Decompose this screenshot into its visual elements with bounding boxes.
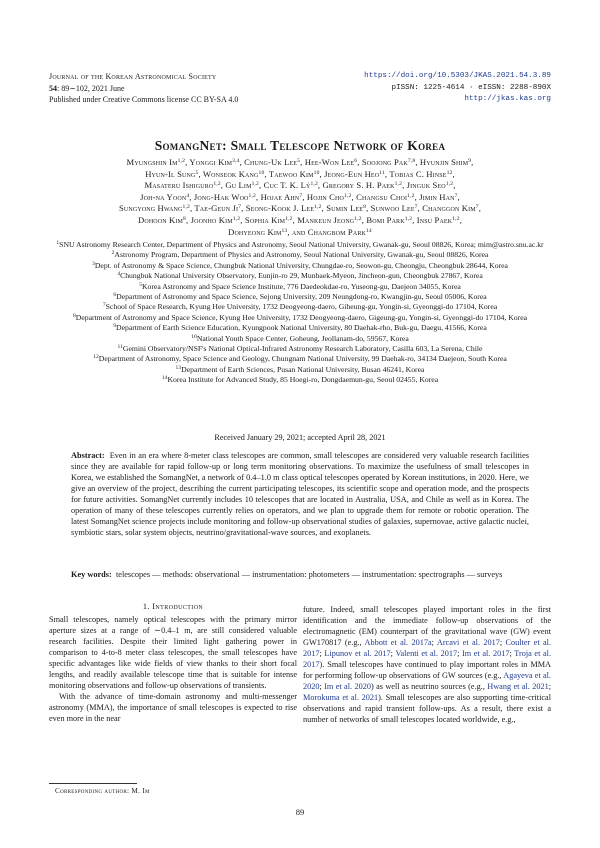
- abstract-text: Even in an era where 8-meter class telescopes are common, small telescopes are considered very valuable research facilities since they are available for rapid follow-up or long term monitoring observations. To maximize the usefulness of small telescopes in Korea, we established the SomangNet, a network of 0.4–1.0 m class optical telescopes operated by Korean institutions, in 2020. Here, we give an overview of the project, describing the current participating telescopes, its scientific scope and operation mode, and the prospects for future activities. SomangNet currently includes 10 telescopes that are located in Australia, USA, and Chile as well as in Korea. The operation of many of these telescopes currently relies on operators, and we plan to upgrade them for remote or robotic operation. The latest SomangNet science projects include monitoring and follow-up observational studies of galaxies, supernovae, active galactic nuclei, symbiotic stars, solar system objects, neutrino/gravitational-wave sources, and exoplanets.: [71, 451, 529, 537]
- right-column-paragraph: [303, 604, 551, 726]
- citation-separator: ;: [319, 682, 325, 692]
- affiliation-item: $^{11}$Gemini Observatory/NSF's National Optical-Infrared Astronomy Research Laboratory, Casilla 603, La Serena, Chile: [117, 344, 483, 354]
- author-line: Joh-na Yoon$^4$, Jong-Hak Woo$^{1,2}$, Hojae Ahn$^7$, Hojin Cho$^{1,2}$, Changsu Choi$^{1,2}$, Jimin Han$^7$,: [140, 191, 460, 202]
- intro-paragraph-2: With the advance of time-domain astronomy and multi-messenger astronomy (MMA), the importance of small telescopes is expected to rise even more in the near: [49, 692, 297, 724]
- page-number: 89: [295, 807, 305, 817]
- citation-link[interactable]: Coulter et al. 2017: [303, 638, 551, 659]
- author-line: Sungyong Hwang$^{1,2}$, Tae-Geun Ji$^7$, Seong-Kook J. Lee$^{1,2}$, Sumin Lee$^8$, Sunwoo Lee$^7$, Changgon Kim$^7$,: [118, 203, 482, 214]
- keywords: [71, 569, 529, 580]
- affiliation-item: $^1$SNU Astronomy Research Center, Department of Physics and Astronomy, Seoul National University, Gwanak-gu, Seoul 08826, Korea; mim@astro.snu.ac.kr: [56, 240, 544, 249]
- right-column: [303, 604, 551, 726]
- keywords-label: Key words:: [71, 570, 112, 579]
- citation-link[interactable]: Im et al. 2020: [324, 682, 371, 692]
- abstract: [71, 450, 529, 538]
- author-list: [64, 157, 536, 238]
- issn-line: pISSN: 1225-4614 · eISSN: 2288-890X: [391, 83, 551, 92]
- affiliation-item: $^2$Astronomy Program, Department of Physics and Astronomy, Seoul National University, Gwanak-gu, Seoul 08826, Korea: [111, 250, 489, 260]
- citation-separator: ;: [548, 682, 551, 692]
- citation-link[interactable]: Agayeva et al. 2020: [303, 671, 551, 692]
- affiliation-item: $^7$School of Space Research, Kyung Hee University, 1732 Deogyeong-daero, Giheung-gu, Yongin-si, Gyeonggi-do 17104, Korea: [102, 302, 498, 312]
- citation-separator: ;: [319, 649, 325, 659]
- section-heading-introduction: 1. Introduction: [142, 602, 204, 611]
- volume-number: 54: [49, 83, 57, 93]
- left-column: [49, 601, 297, 725]
- right-text-2: ). Small telescopes have continued to play important roles in MMA for performing follow-up observations of GW sources (e.g.,: [303, 660, 551, 681]
- affiliation-item: $^4$Chungbuk National University Observatory, Eunjin-ro 29, Munbaek-Myeon, Jincheon-gun, Cheongbuk 27867, Korea: [117, 271, 483, 281]
- author-line: Dohoon Kim$^8$, Joonho Kim$^{1,2}$, Sophia Kim$^{1,2}$, Mankeun Jeong$^{1,2}$, Bomi Park$^{1,2}$, Insu Paek$^{1,2}$,: [137, 214, 462, 225]
- affiliation-item: $^6$Department of Astronomy and Space Science, Sejong University, 209 Neungdong-ro, Kwangjin-gu, Seoul 05006, Korea: [113, 292, 487, 302]
- header-journal-info: [49, 71, 238, 106]
- citation-link[interactable]: Arcavi et al. 2017: [436, 638, 500, 648]
- citation-separator: ;: [431, 638, 437, 648]
- journal-site-link[interactable]: http://jkas.kas.org: [464, 95, 551, 103]
- citation-separator: ;: [390, 649, 396, 659]
- affiliation-item: $^5$Korea Astronomy and Space Science Institute, 776 Daedeokdae-ro, Yuseong-gu, Daejeon 34055, Korea: [139, 281, 461, 291]
- doi-link[interactable]: https://doi.org/10.5303/JKAS.2021.54.3.89: [364, 72, 551, 80]
- page-range: : 89∼102, 2021 June: [57, 83, 125, 93]
- paper-title: SomangNet: Small Telescope Network of Korea: [154, 138, 446, 153]
- citation-separator: ;: [499, 638, 506, 648]
- author-line: Dohyeong Kim$^{13}$, and Changbom Park$^{14}$: [228, 226, 372, 237]
- right-text-3: ) as well as neutrino sources (e.g.,: [370, 682, 488, 692]
- citation-link[interactable]: Morokuma et al. 2021: [303, 693, 379, 703]
- intro-paragraph-1: Small telescopes, namely optical telescopes with the primary mirror aperture sizes at a range of ∼0.4–1 m, are still considered valuable research facilities. Despite their limited light gathering power in comparison to 4-to-8 meter class telescopes, the small telescopes have specific advantages like wide fields of view thanks to their short focal lengths, and readily available telescope time that is suitable for intense monitoring observations and follow-up observations of transients.: [49, 615, 297, 691]
- affiliation-list: [54, 240, 546, 386]
- affiliation-item: $^{13}$Department of Earth Sciences, Pusan National University, Busan 46241, Korea: [175, 364, 425, 374]
- affiliation-item: $^{10}$National Youth Space Center, Goheung, Jeollanam-do, 59567, Korea: [191, 333, 409, 343]
- citation-link[interactable]: Valenti et al. 2017: [395, 649, 458, 659]
- author-line: Masateru Ishiguro$^{1,2}$, Gu Lim$^{1,2}$, Cuc T. K. Lý$^{1,2}$, Gregory S. H. Paek$^{1,2}$, Jinguk Seo$^{1,2}$,: [144, 180, 456, 191]
- volume-line: [49, 83, 238, 95]
- citation-separator: ;: [457, 649, 463, 659]
- citation-separator: ;: [509, 649, 515, 659]
- right-text-4: ). Small telescopes are also supporting time-critical observations and rapid transient follow-ups. As a result, there exist a number of networks of small telescopes located worldwide, e.g.,: [303, 693, 551, 725]
- right-text-1: future. Indeed, small telescopes played important roles in the first identification and the immediate follow-up observations of the electromagnetic (EM) counterpart of the gravitational wave (GW) event GW170817 (e.g.,: [303, 605, 551, 648]
- citation-link[interactable]: Lipunov et al. 2017: [324, 649, 391, 659]
- corresponding-author-note: Corresponding author: M. Im: [55, 787, 150, 795]
- affiliation-item: $^9$Department of Earth Science Education, Kyungpook National University, 80 Daehak-rho, Buk-gu, Daegu, 41566, Korea: [113, 323, 487, 333]
- author-line: Hyun-Il Sung$^5$, Wonseok Kang$^{10}$, Taewoo Kim$^{10}$, Jeong-Eun Heo$^{11}$, Tobias C. Hinse$^{12}$,: [145, 168, 455, 179]
- keywords-text: telescopes — methods: observational — instrumentation: photometers — instrumentation: spectrographs — surveys: [115, 570, 503, 579]
- abstract-label: Abstract:: [71, 451, 105, 460]
- citation-link[interactable]: Hwang et al. 2021: [487, 682, 549, 692]
- journal-name: Journal of the Korean Astronomical Society: [49, 72, 217, 81]
- affiliation-item: $^8$Department of Astronomy and Space Science, Kyung Hee University, 1732 Deogyeong-daero, Gigeung-gu, Yongin-si, Gyeonggi-do 17104, Korea: [72, 312, 528, 322]
- citation-link[interactable]: Im et al. 2017: [462, 649, 510, 659]
- affiliation-item: $^{12}$Department of Astronomy, Space Science and Geology, Chungnam National University, 99 Daehak-ro, 34134 Daejeon, South Korea: [93, 354, 507, 364]
- affiliation-item: $^3$Dept. of Astronomy & Space Science, Chungbuk National University, Chungdae-ro, Seowon-gu, Cheongju, Cheongbuk 28644, Korea: [92, 260, 508, 270]
- footnote-divider: [49, 783, 137, 784]
- citation-link[interactable]: Abbott et al. 2017a: [364, 638, 432, 648]
- received-dates: Received January 29, 2021; accepted April 28, 2021: [214, 433, 386, 442]
- citation-link[interactable]: Troja et al. 2017: [303, 649, 552, 670]
- license-line: Published under Creative Commons license CC BY-SA 4.0: [49, 95, 239, 104]
- header-identifiers: [364, 71, 551, 106]
- affiliation-item: $^{14}$Korea Institute for Advanced Study, 85 Hoegi-ro, Dongdaemun-gu, Seoul 02455, Korea: [161, 375, 439, 385]
- author-line: Myungshin Im$^{1,2}$, Yonggi Kim$^{3,4}$, Chung-Uk Lee$^5$, Hee-Won Lee$^6$, Soojong Pak$^{7,8}$, Hyunjin Shim$^9$,: [126, 157, 474, 167]
